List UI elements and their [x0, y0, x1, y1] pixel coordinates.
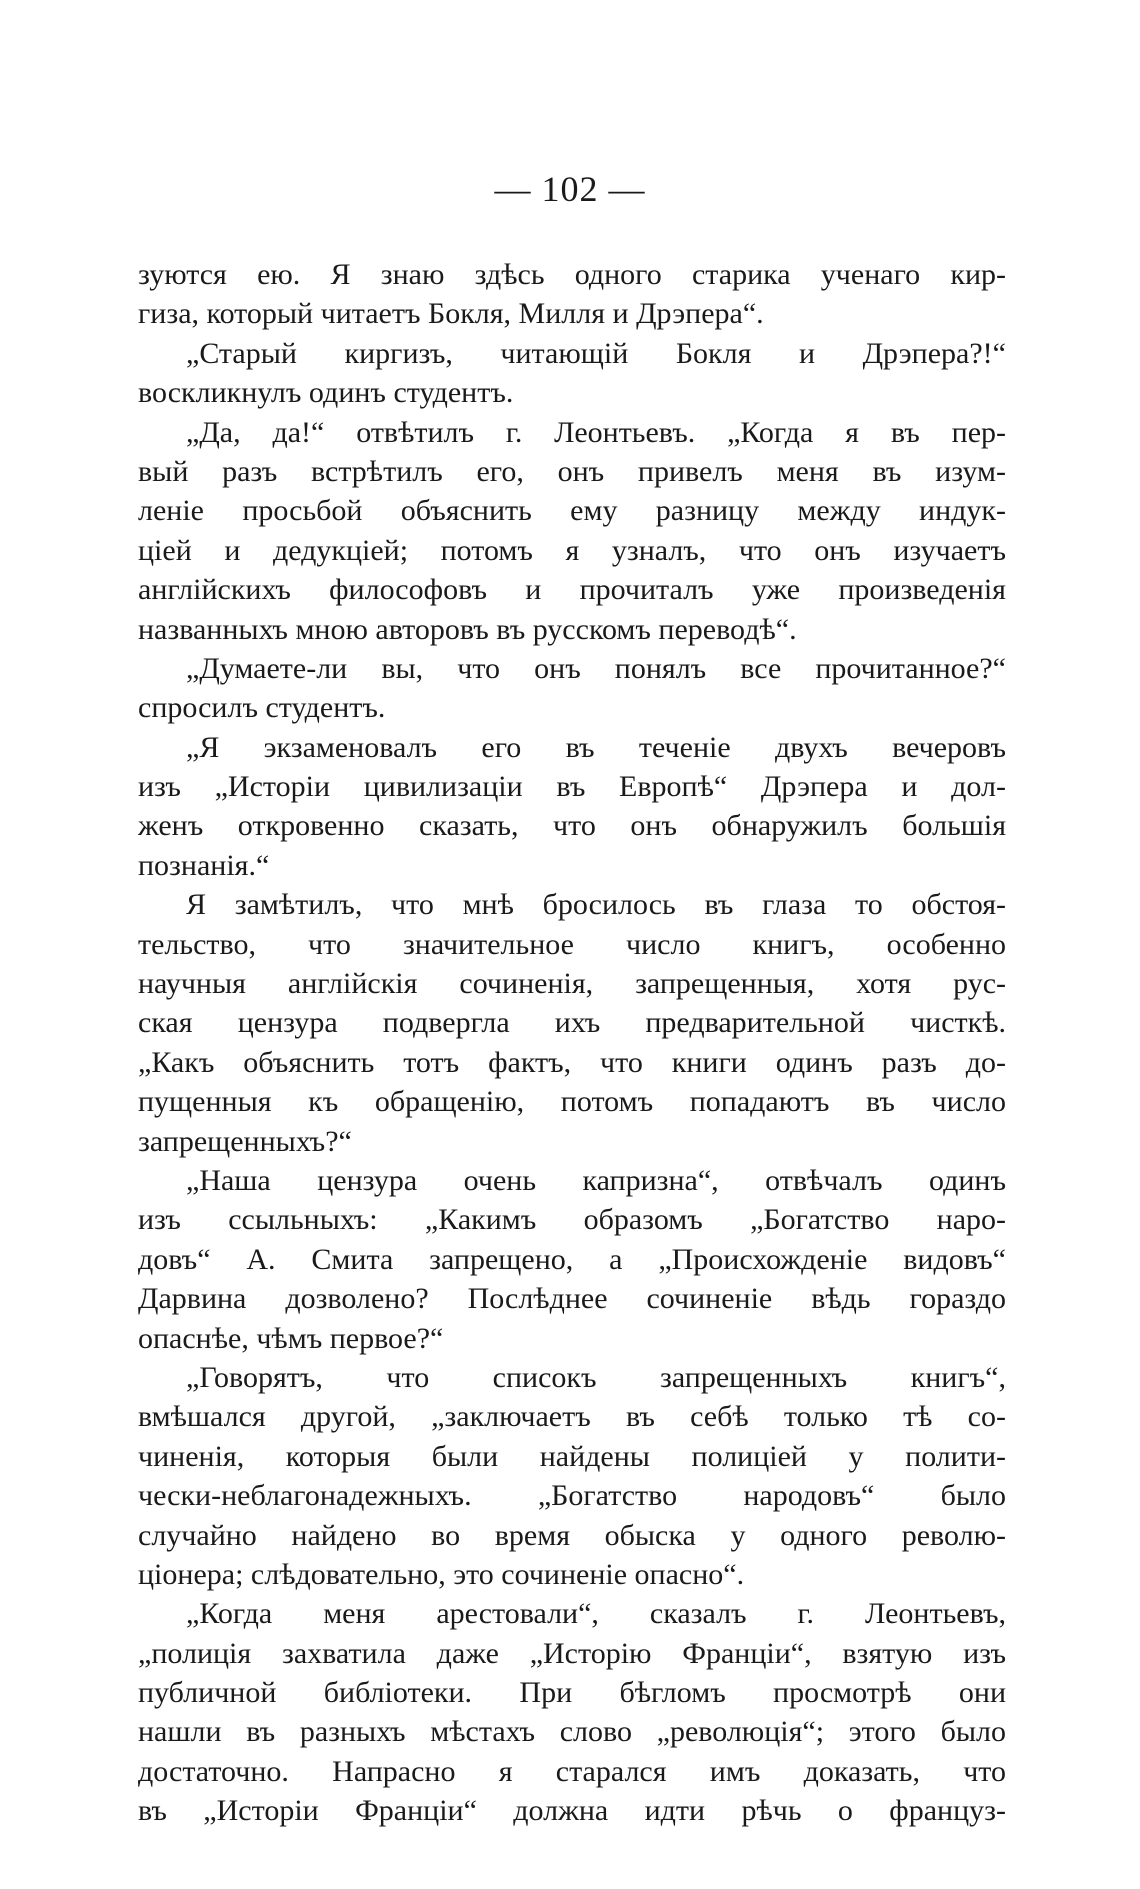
text-line: ціонера; слѣдовательно, это сочиненіе опасно“. [138, 1557, 745, 1591]
text-line: познанія.“ [138, 848, 270, 882]
text-line: зуются ею. Я знаю здѣсь одного старика ученаго кир- [138, 258, 1006, 291]
text-line: вый разъ встрѣтилъ его, онъ привелъ меня въ изум- [138, 454, 1006, 488]
text-line: „Я экзаменовалъ его въ теченіе двухъ вечеровъ [186, 730, 1006, 764]
text-line: названныхъ мною авторовъ въ русскомъ переводѣ“. [138, 612, 797, 646]
text-line: „Да, да!“ отвѣтилъ г. Леонтьевъ. „Когда я въ пер- [186, 415, 1006, 449]
text-line: воскликнулъ одинъ студентъ. [138, 376, 514, 410]
text-line: „Старый киргизъ, читающій Бокля и Дрэпера?!“ [186, 336, 1006, 370]
text-line: публичной библіотеки. При бѣгломъ просмотрѣ они [138, 1676, 1006, 1710]
text-line: случайно найдено во время обыска у одного револю- [138, 1518, 1006, 1552]
text-line: достаточно. Напрасно я старался имъ доказать, что [138, 1754, 1006, 1788]
text-line: пущенныя къ обращенію, потомъ попадаютъ въ число [138, 1085, 1006, 1119]
text-line: чески-неблагонадежныхъ. „Богатство народовъ“ было [138, 1479, 1006, 1513]
text-line: англійскихъ философовъ и прочиталъ уже произведенія [138, 573, 1006, 607]
text-line: тельство, что значительное число книгъ, особенно [138, 927, 1006, 961]
text-line: „Наша цензура очень капризна“, отвѣчалъ одинъ [186, 1163, 1006, 1197]
text-line: „полиція захватила даже „Исторію Франціи“, взятую изъ [138, 1636, 1006, 1670]
text-line: ская цензура подвергла ихъ предварительной чисткѣ. [138, 1006, 1006, 1040]
text-line: спросилъ студентъ. [138, 691, 386, 725]
page-number: — 102 — [494, 169, 646, 209]
body-text [138, 255, 1006, 1831]
text-line: чиненія, которыя были найдены полиціей у полити- [138, 1439, 1006, 1473]
text-line: научныя англійскія сочиненія, запрещенныя, хотя рус- [138, 967, 1006, 1001]
text-line: женъ откровенно сказать, что онъ обнаружилъ большія [138, 809, 1006, 843]
text-line: „Когда меня арестовали“, сказалъ г. Леонтьевъ, [186, 1597, 1006, 1631]
text-line: леніе просьбой объяснить ему разницу между индук- [138, 494, 1006, 528]
text-line: довъ“ А. Смита запрещено, а „Происхожденіе видовъ“ [138, 1242, 1006, 1276]
text-line: „Говорятъ, что списокъ запрещенныхъ книгъ“, [186, 1360, 1006, 1394]
text-line: нашли въ разныхъ мѣстахъ слово „революція“; этого было [138, 1715, 1006, 1749]
text-line: запрещенныхъ?“ [138, 1124, 352, 1158]
text-line: „Думаете-ли вы, что онъ понялъ все прочитанное?“ [186, 651, 1006, 685]
text-line: вмѣшался другой, „заключаетъ въ себѣ только тѣ со- [138, 1400, 1006, 1434]
text-line: изъ „Исторіи цивилизаціи въ Европѣ“ Дрэпера и дол- [138, 770, 1006, 804]
text-line: ціей и дедукціей; потомъ я узналъ, что онъ изучаетъ [138, 533, 1006, 567]
text-line: въ „Исторіи Франціи“ должна идти рѣчь о француз- [138, 1794, 1006, 1828]
text-line: опаснѣе, чѣмъ первое?“ [138, 1321, 444, 1355]
text-line: Я замѣтилъ, что мнѣ бросилось въ глаза то обстоя- [186, 888, 1006, 922]
text-line: гиза, который читаетъ Бокля, Милля и Дрэпера“. [138, 297, 764, 331]
text-line: Дарвина дозволено? Послѣднее сочиненіе вѣдь гораздо [138, 1282, 1006, 1316]
text-line: изъ ссыльныхъ: „Какимъ образомъ „Богатство наро- [138, 1203, 1006, 1237]
text-line: „Какъ объяснить тотъ фактъ, что книги одинъ разъ до- [138, 1045, 1006, 1079]
